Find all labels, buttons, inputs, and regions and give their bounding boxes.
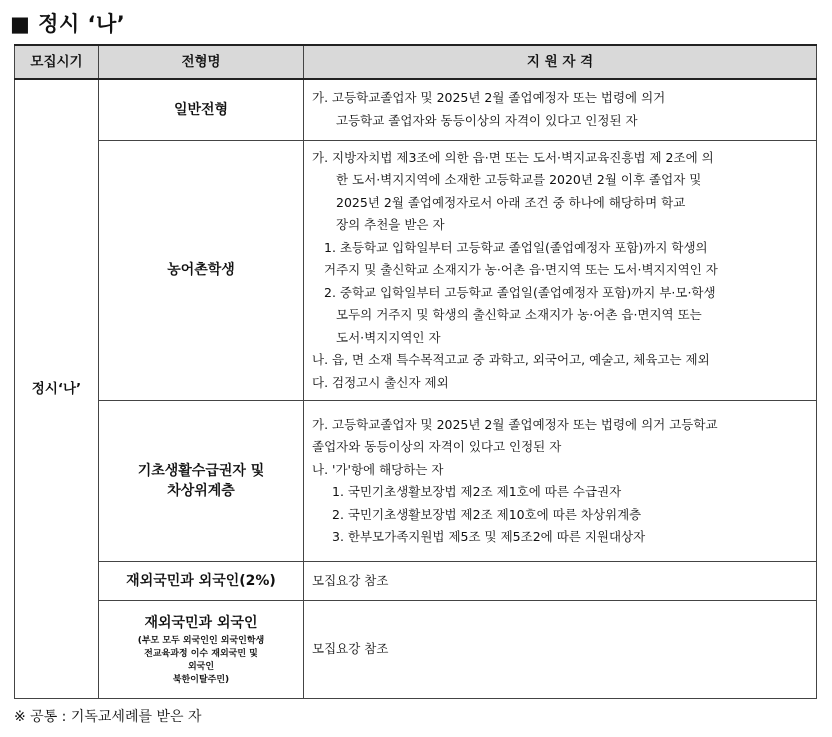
name-general: 일반전형 [99, 79, 304, 140]
table-row [15, 562, 817, 601]
qual-general: 가. 고등학교졸업자 및 2025년 2월 졸업예정자 또는 법령에 의거 고등학교 졸업자와 동등이상의 자격이 있다고 인정된 자 [304, 79, 817, 140]
header-period: 모집시기 [15, 45, 99, 79]
admission-table [14, 44, 817, 699]
period-cell: 정시‘나’ [15, 79, 99, 699]
name-overseas-full: 재외국민과 외국인 (부모 모두 외국인인 외국인학생 전교육과정 이수 재외국민 및 외국인 북한이탈주민) [99, 601, 304, 699]
header-qualification: 지 원 자 격 [304, 45, 817, 79]
qual-basic-livelihood: 가. 고등학교졸업자 및 2025년 2월 졸업예정자 또는 법령에 의거 고등학교 졸업자와 동등이상의 자격이 있다고 인정된 자 나. '가'항에 해당하는 자 1. 국민기초생활보장법 제2조 제1호에 따른 수급권자 2. 국민기초생활보장법 제2조 제10호에 따른 차상위계층 3. 한부모가족지원법 제5조 및 제5조2에 따른 지원대상자 [304, 401, 817, 562]
header-name: 전형명 [99, 45, 304, 79]
name-overseas-2pct: 재외국민과 외국인(2%) [99, 562, 304, 601]
table-row [15, 601, 817, 699]
table-header-row [15, 45, 817, 79]
table-row [15, 79, 817, 140]
section-title: ■ 정시 ‘나’ [10, 12, 126, 36]
table-row [15, 401, 817, 562]
qual-rural: 가. 지방자치법 제3조에 의한 읍·면 또는 도서·벽지교육진흥법 제 2조에 의 한 도서·벽지지역에 소재한 고등학교를 2020년 2월 이후 졸업자 및 2025년 2월 졸업예정자로서 아래 조건 중 하나에 해당하며 학교 장의 추천을 받은 자 1. 초등학교 입학일부터 고등학교 졸업일(졸업예정자 포함)까지 학생의 거주지 및 출신학교 소재지가 농·어촌 읍·면지역 또는 도서·벽지지역인 자 2. 중학교 입학일부터 고등학교 졸업일(졸업예정자 포함)까지 부·모·학생 모두의 거주지 및 학생의 출신학교 소재지가 농·어촌 읍·면지역 또는 도서·벽지지역인 자 나. 읍, 면 소재 특수목적고교 중 과학고, 외국어고, 예술고, 체육고는 제외 다. 검정고시 출신자 제외 [304, 140, 817, 401]
qual-overseas-full: 모집요강 참조 [304, 601, 817, 699]
name-basic-livelihood: 기초생활수급권자 및 차상위계층 [99, 401, 304, 562]
table-row [15, 140, 817, 401]
common-note: ※ 공통 : 기독교세례를 받은 자 [14, 709, 202, 725]
qual-overseas-2pct: 모집요강 참조 [304, 562, 817, 601]
name-rural: 농어촌학생 [99, 140, 304, 401]
name-overseas-sub: (부모 모두 외국인인 외국인학생 전교육과정 이수 재외국민 및 외국인 북한이탈주민) [137, 635, 265, 685]
